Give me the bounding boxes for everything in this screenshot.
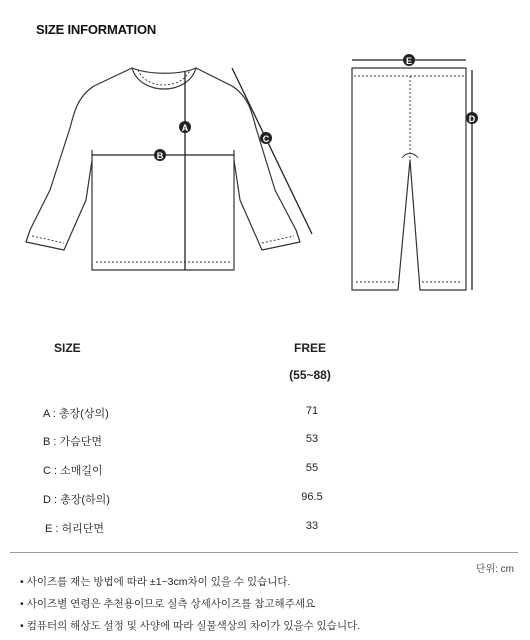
row-d-value: 96.5	[301, 491, 323, 503]
row-d-label: D : 총장(하의)	[43, 494, 110, 506]
marker-b-icon	[154, 149, 166, 161]
marker-a-icon	[179, 121, 191, 133]
free-header: FREE	[293, 341, 327, 355]
svg-text:A: A	[181, 123, 189, 133]
size-header: SIZE	[54, 341, 81, 355]
unit-label: 단위: cm	[475, 564, 514, 575]
bullet-icon: •	[20, 598, 24, 610]
svg-text:D: D	[468, 114, 476, 124]
row-a-label: A : 총장(상의)	[43, 408, 109, 420]
page-title: SIZE INFORMATION	[36, 22, 157, 37]
svg-text:E: E	[405, 56, 413, 66]
bullet-icon: •	[20, 620, 24, 632]
row-b-label: B : 가슴단면	[43, 436, 103, 448]
row-a-value: 71	[305, 405, 319, 417]
row-e-label: E : 허리단면	[45, 523, 105, 535]
note-3: • 컴퓨터의 해상도 설정 및 사양에 따라 실물색상의 차이가 있을수 있습니다.	[20, 620, 361, 632]
measurement-lines	[92, 60, 472, 290]
marker-e-icon	[403, 54, 415, 66]
row-c-value: 55	[305, 462, 319, 474]
note-1: • 사이즈를 재는 방법에 따라 ±1~3cm차이 있을 수 있습니다.	[20, 576, 291, 588]
row-b-value: 53	[305, 433, 319, 445]
top-garment-outline	[26, 68, 300, 270]
svg-text:B: B	[156, 151, 164, 161]
bullet-icon: •	[20, 576, 24, 588]
garment-measurement-diagram	[0, 0, 530, 300]
note-2: • 사이즈별 연령은 추천용이므로 실측 상세사이즈를 참고해주세요	[20, 598, 316, 610]
free-range: (55~88)	[289, 368, 331, 382]
row-e-value: 33	[305, 520, 319, 532]
table-divider	[10, 552, 518, 553]
marker-c-icon	[260, 132, 272, 144]
row-c-label: C : 소매길이	[43, 465, 103, 477]
pants-outline	[352, 68, 466, 290]
marker-d-icon	[466, 112, 478, 124]
svg-text:C: C	[262, 134, 270, 144]
